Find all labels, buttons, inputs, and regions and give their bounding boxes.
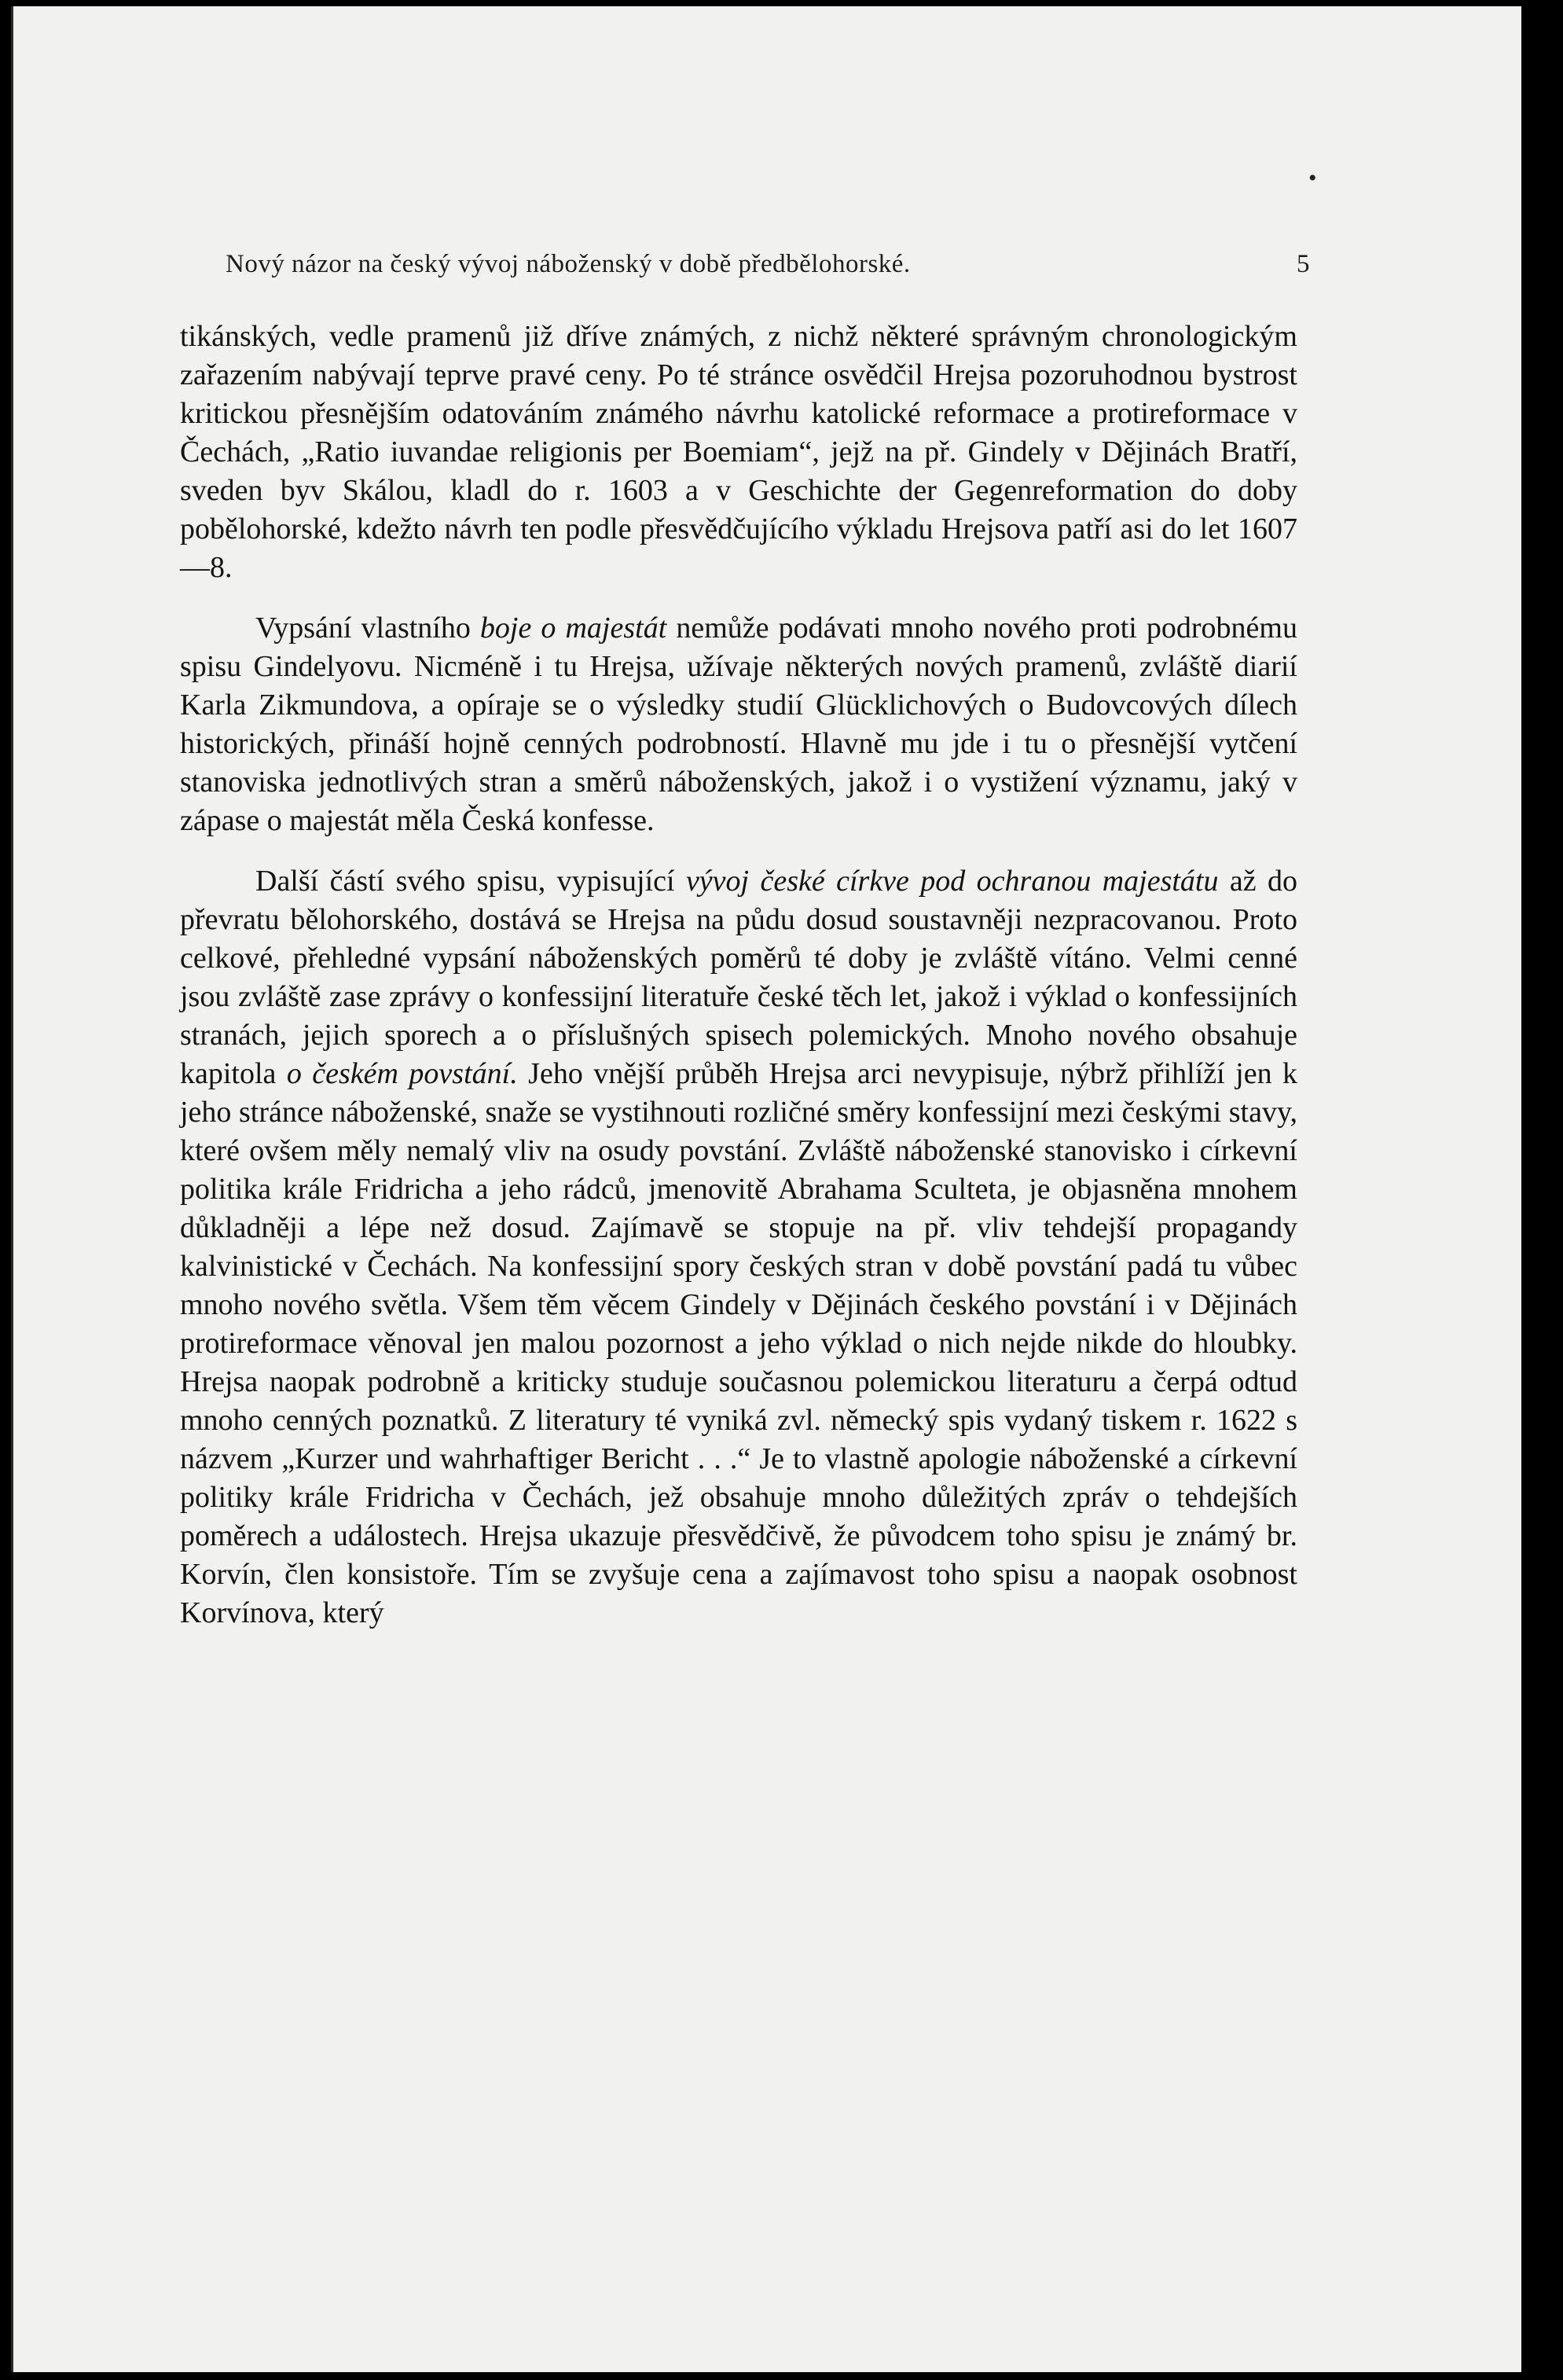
paragraph-3-text-start: Další částí svého spisu, vypisující	[255, 865, 686, 898]
paragraph-3-text-middle: až do převratu bělohorského, dostává se Hrejsa na půdu dosud soustavněji nezpracovanou. Proto celkové, přehledné vypsání náboženských poměrů té doby je zvláště vítáno. Velmi cenné jsou zvláště zase zprávy o konfessijní literatuře české těch let, jakož i výklad o konfessijních stranách, jejich sporech a o příslušných spisech polemických. Mnoho nového obsahuje kapitola	[180, 865, 1297, 1090]
running-head	[226, 248, 1310, 280]
paragraph-2	[180, 609, 1297, 840]
book-page	[11, 6, 1521, 2372]
paragraph-3-text-rest: Jeho vnější průběh Hrejsa arci nevypisuje, nýbrž přihlíží jen k jeho stránce náboženské, snaže se vystihnouti rozličné směry konfessijní mezi českými stavy, které ovšem měly nemalý vliv na osudy povstání. Zvláště náboženské stanovisko i církevní politika krále Fridricha a jeho rádců, jmenovitě Abrahama Sculteta, je objasněna mnohem důkladněji a lépe než dosud. Zajímavě se stopuje na př. vliv tehdejší propagandy kalvinistické v Čechách. Na konfessijní spory českých stran v době povstání padá tu vůbec mnoho nového světla. Všem těm věcem Gindely v Dějinách českého povstání i v Dějinách protireformace věnoval jen malou pozornost a jeho výklad o nich nejde nikde do hloubky. Hrejsa naopak podrobně a kriticky studuje současnou polemickou literaturu a čerpá odtud mnoho cenných poznatků. Z literatury té vyniká zvl. německý spis vydaný tiskem r. 1622 s názvem „Kurzer und wahrhaftiger Bericht . . .“ Je to vlastně apologie náboženské a církevní politiky krále Fridricha v Čechách, jež obsahuje mnoho důležitých zpráv o tehdejších poměrech a událostech. Hrejsa ukazuje přesvědčivě, že původcem toho spisu je známý br. Korvín, člen konsistoře. Tím se zvyšuje cena a zajímavost toho spisu a naopak osobnost Korvínova, který	[180, 1057, 1298, 1629]
paragraph-1	[180, 318, 1297, 587]
italic-phrase-vyvoj-ceske-cirkve: vývoj české církve pod ochranou majestátu	[685, 865, 1219, 898]
italic-phrase-boje-o-majestat: boje o majestát	[479, 612, 667, 645]
italic-phrase-o-ceskem-povstani: o českém povstání.	[286, 1057, 518, 1090]
paragraph-2-text-rest: nemůže podávati mnoho nového proti podrobnému spisu Gindelyovu. Nicméně i tu Hrejsa, užívaje některých nových pramenů, zvláště diarií Karla Zikmundova, a opíraje se o výsledky studií Glücklichových o Budovcových dílech historických, přináší hojně cenných podrobností. Hlavně mu jde i tu o přesnější vytčení stanoviska jednotlivých stran a směrů náboženských, jakož i o vystižení významu, jaký v zápase o majestát měla Česká konfesse.	[180, 612, 1297, 837]
page-number: 5	[1297, 250, 1310, 278]
ink-speck: •	[1308, 165, 1317, 191]
paragraph-1-text: tikánských, vedle pramenů již dříve známých, z nichž některé správným chronologickým zařazením nabývají teprve pravé ceny. Po té stránce osvědčil Hrejsa pozoruhodnou bystrost kritickou přesnějším odatováním známého návrhu katolické reformace a protireformace v Čechách, „Ratio iuvandae religionis per Boemiam“, jejž na př. Gindely v Dějinách Bratří, sveden byv Skálou, kladl do r. 1603 a v Geschichte der Gegenreformation do doby pobělohorské, kdežto návrh ten podle přesvědčujícího výkladu Hrejsova patří asi do let 1607—8.	[180, 320, 1297, 584]
paragraph-3	[180, 862, 1297, 1633]
paragraph-2-text-start: Vypsání vlastního	[255, 612, 480, 645]
running-head-title: Nový názor na český vývoj náboženský v době předbělohorské.	[226, 250, 911, 278]
body-text	[180, 318, 1297, 1633]
